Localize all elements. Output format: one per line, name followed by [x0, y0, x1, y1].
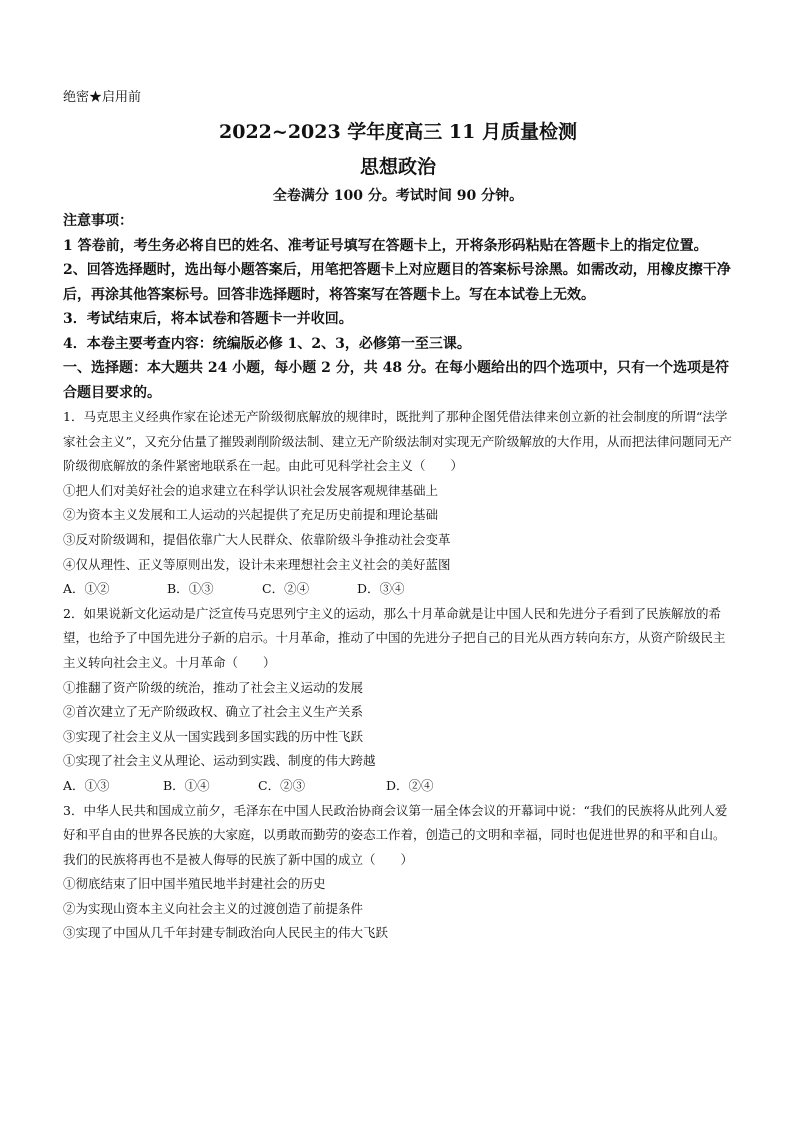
answer-choices	[63, 774, 733, 799]
exam-page	[63, 88, 733, 946]
answer-choices	[63, 577, 733, 602]
exam-title: 2022~2023 学年度高三 11 月质量检测	[219, 121, 577, 143]
answer-choice-b: B．①③	[167, 581, 214, 597]
question-option: ③实现了中国从几千年封建专制政治向人民民主的伟大飞跃	[63, 925, 389, 941]
answer-choice-c: C．②④	[262, 581, 310, 597]
score-time-line: 全卷满分 100 分。考试时间 90 分钟。	[272, 188, 524, 204]
note-item-4: 4．本卷主要考查内容：统编版必修 1、2、3，必修第一至三课。	[63, 335, 471, 352]
question-option: ①推翻了资产阶级的统治，推动了社会主义运动的发展	[63, 679, 364, 695]
question-1	[63, 405, 733, 602]
question-option: ②为实现山资本主义向社会主义的过渡创造了前提条件	[63, 900, 364, 916]
question-option: ④仅从理性、正义等原则出发，设计未来理想社会主义社会的美好蓝图	[63, 556, 451, 572]
answer-choice-c: C．②③	[258, 777, 306, 793]
question-option: ①实现了社会主义从理论、运动到实践、制度的伟大跨越	[63, 753, 376, 769]
question-stem: 1．马克思主义经典作家在论述无产阶级彻底解放的规律时，既批判了那种企图凭借法律来创立新的社会制度的所谓“法学家社会主义”，又充分估量了摧毁剥削阶级法制、建立无产阶级法制对实现无产阶级解放的大作用，从而把法律问题同无产阶级彻底解放的条件紧密地联系在一起。由此可见科学社会主义（ ）	[63, 409, 732, 474]
note-item-1: 1 答卷前，考生务必将自巴的姓名、准考证号填写在答题卡上，开将条形码粘贴在答题卡上的指定位置。	[63, 237, 708, 254]
question-option: ②首次建立了无产阶级政权、确立了社会主义生产关系	[63, 704, 364, 720]
question-option: ①彻底结束了旧中国半殖民地半封建社会的历史	[63, 876, 326, 892]
question-stem: 3．中华人民共和国成立前夕，毛泽东在中国人民政治协商会议第一届全体会议的开幕词中说：“我们的民族将从此列人爱好和平自由的世界各民族的大家庭，以勇敢而勤劳的姿态工作着，创造己的文明和幸福，同时也促进世界的和平和自山。我们的民族将再也不是被人侮辱的民族了新中国的成立（ ）	[63, 802, 728, 867]
answer-choice-a: A．①③	[63, 777, 110, 793]
answer-choice-a: A．①②	[63, 581, 110, 597]
question-option: ③反对阶级调和，提倡依靠广大人民群众、依靠阶级斗争推动社会变革	[63, 531, 451, 547]
question-option: ②为资本主义发展和工人运动的兴起提供了充足历史前提和理论基础	[63, 507, 439, 523]
note-item-2: 2、回答选择题时，选出每小题答案后，用笔把答题卡上对应题目的答案标号涂黑。如需改动，用橡皮擦干净后，再涂其他答案标号。回答非选择题时，将答案写在答题卡上。写在本试卷上无效。	[63, 262, 731, 303]
note-item-3: 3．考试结束后，将本试卷和答题卡一并收回。	[63, 311, 353, 327]
question-stem: 2．如果说新文化运动是广泛宣传马克思列宁主义的运动，那么十月革命就是让中国人民和先进分子看到了民族解放的希望，也给予了中国先进分子新的启示。十月革命，推动了中国的先进分子把自己的目光从西方转向东方，从资产阶级民主主义转向社会主义。十月革命（ ）	[63, 605, 726, 670]
notes-heading: 注意事项：	[63, 213, 133, 229]
section-heading: 一、选择题：本大题共 24 小题，每小题 2 分，共 48 分。在每小题给出的四个选项中，只有一个选项是符合题目要求的。	[63, 360, 729, 401]
question-3	[63, 799, 733, 947]
answer-choice-d: D．②④	[386, 777, 434, 793]
question-2	[63, 602, 733, 799]
confidential-label: 绝密★启用前	[63, 90, 142, 105]
subject-title: 思想政治	[359, 156, 436, 178]
question-option: ③实现了社会主义从一国实践到多国实践的历中性飞跃	[63, 728, 364, 744]
answer-choice-d: D．③④	[357, 581, 405, 597]
question-option: ①把人们对美好社会的追求建立在科学认识社会发展客观规律基础上	[63, 482, 439, 498]
answer-choice-b: B．①④	[163, 777, 210, 793]
